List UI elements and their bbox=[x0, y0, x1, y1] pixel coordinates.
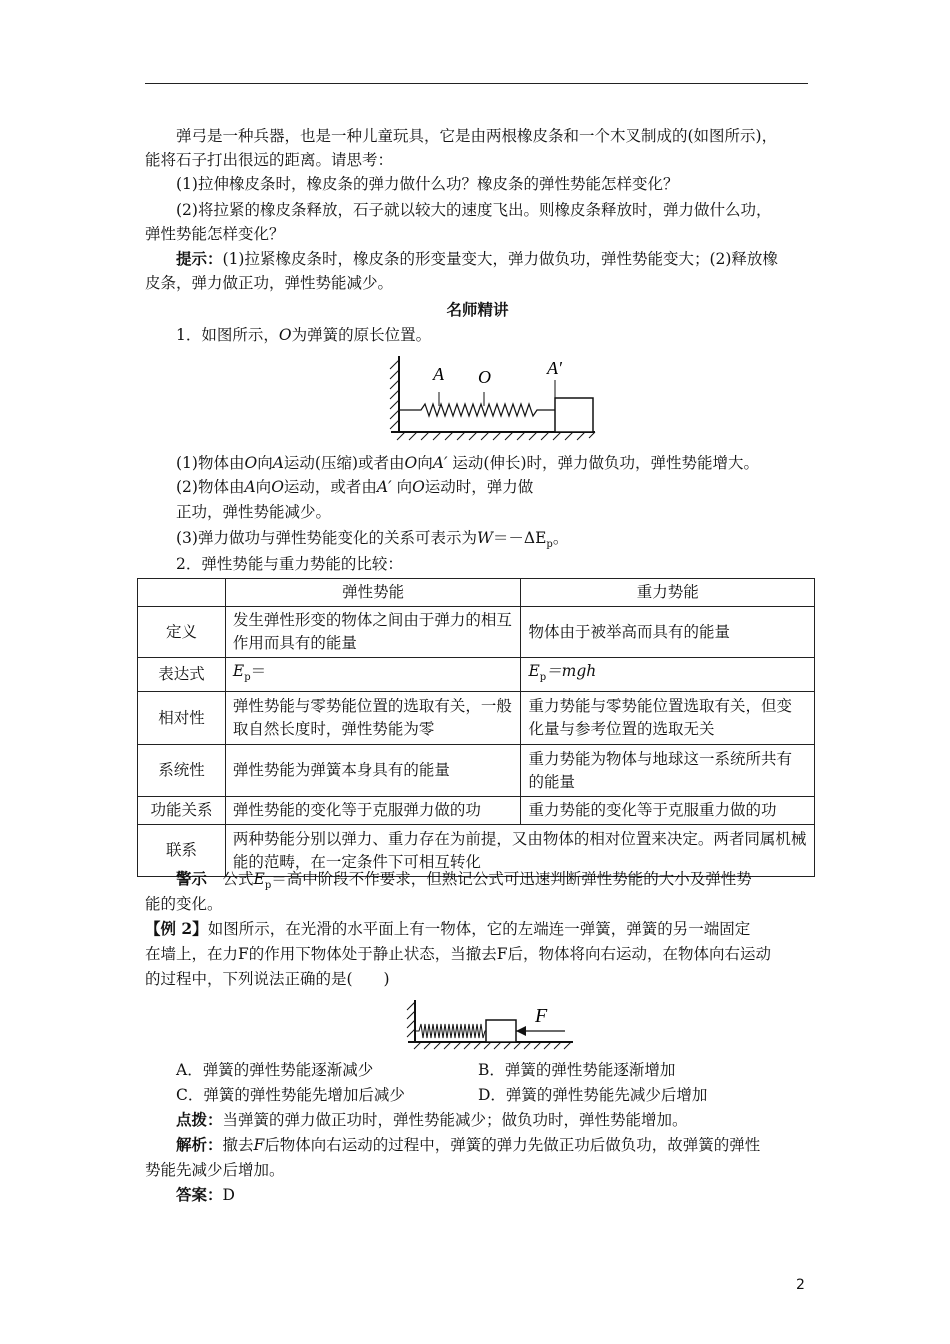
answer-label: 答案： bbox=[176, 1185, 223, 1204]
warning-label: 警示 bbox=[176, 869, 208, 888]
p1l2-var-a: A bbox=[244, 478, 256, 496]
elastic-e: E bbox=[232, 662, 245, 680]
p1l1-d: 向 bbox=[417, 454, 433, 472]
hint-label: 提示： bbox=[176, 249, 223, 268]
row-label: 相对性 bbox=[138, 692, 226, 745]
table-header-row bbox=[138, 579, 815, 607]
gravity-cell: 重力势能为物体与地球这一系统所共有的能量 bbox=[521, 745, 815, 797]
elastic-cell: 弹性势能为弹簧本身具有的能量 bbox=[225, 745, 521, 797]
gravity-e: E bbox=[528, 662, 540, 680]
p1l2-e: 运动时，弹力做 bbox=[424, 478, 534, 496]
p1l3-end: 。 bbox=[552, 529, 569, 547]
point1-line-1 bbox=[176, 451, 810, 475]
gravity-cell: 重力势能的变化等于克服重力做的功 bbox=[521, 797, 815, 825]
comparison-table bbox=[137, 578, 815, 877]
analysis-f: F bbox=[253, 1136, 265, 1154]
point1-intro-pre: 1．如图所示， bbox=[176, 326, 279, 344]
elastic-cell bbox=[225, 658, 521, 692]
intro-line-1: 弹弓是一种兵器，也是一种儿童玩具，它是由两根橡皮条和一个木叉制成的(如图所示)， bbox=[176, 127, 778, 145]
point1-line-2 bbox=[176, 475, 810, 499]
gravity-cell: 重力势能与零势能位置选取有关，但变化量与参考位置的选取无关 bbox=[521, 692, 815, 745]
p1l1-ap: A′ bbox=[432, 454, 448, 472]
example-line-2: 在墙上，在力F的作用下物体处于静止状态，当撤去F后，物体将向右运动，在物体向右运动 bbox=[145, 945, 772, 963]
hint-text-a: (1)拉紧橡皮条时，橡皮条的形变量变大，弹力做负功，弹性势能变大；(2)释放橡 bbox=[222, 250, 778, 268]
label-o: O bbox=[478, 367, 491, 387]
tip-line bbox=[176, 1108, 810, 1132]
table-header-cell: 重力势能 bbox=[521, 579, 815, 607]
analysis-text-a: 撤去 bbox=[222, 1136, 254, 1154]
example-line-3: 的过程中，下列说法正确的是( ) bbox=[145, 970, 390, 988]
row-label: 表达式 bbox=[138, 658, 226, 692]
warning-line-2: 能的变化。 bbox=[145, 895, 223, 913]
hint-line-1 bbox=[176, 247, 810, 271]
p1l2-ap: A′ bbox=[376, 478, 392, 496]
answer-line bbox=[176, 1183, 810, 1207]
p1l1-var-a: A bbox=[272, 454, 284, 472]
both-cell: 两种势能分别以弹力、重力存在为前提，又由物体的相对位置来决定。两者同属机械能的范畴，在一定条件下可相互转化 bbox=[225, 825, 814, 877]
gravity-cell: 物体由于被举高而具有的能量 bbox=[521, 607, 815, 658]
p1l1-o: O bbox=[244, 454, 258, 472]
p1l1-e: 运动(伸长)时，弹力做负功，弹性势能增大。 bbox=[447, 454, 759, 472]
analysis-line-1 bbox=[176, 1133, 810, 1157]
p1l3-post: ＝－ΔE bbox=[492, 529, 547, 547]
analysis-label: 解析： bbox=[176, 1135, 223, 1154]
p1l2-c: 运动，或者由 bbox=[283, 478, 377, 496]
analysis-line-2: 势能先减少后增加。 bbox=[145, 1161, 285, 1179]
elastic-sub: p bbox=[244, 672, 251, 684]
label-a-prime: A′ bbox=[547, 358, 562, 378]
elastic-cell: 发生弹性形变的物体之间由于弹力的相互作用而具有的能量 bbox=[225, 607, 521, 658]
intro-line-2: 能将石子打出很远的距离。请思考： bbox=[145, 151, 394, 169]
example-line-1 bbox=[145, 917, 810, 941]
elastic-rest: ＝ bbox=[250, 662, 267, 680]
section-title: 名师精讲 bbox=[446, 300, 509, 319]
table-row bbox=[138, 658, 815, 692]
p1l2-b: 向 bbox=[255, 478, 272, 496]
elastic-cell: 弹性势能与零势能位置的选取有关，一般取自然长度时，弹性势能为零 bbox=[225, 692, 521, 745]
force-label: F bbox=[535, 1005, 548, 1027]
p1l2-a: (2)物体由 bbox=[176, 478, 245, 496]
option-d: D．弹簧的弹性势能先减少后增加 bbox=[478, 1086, 708, 1104]
p1l2-o: O bbox=[271, 478, 284, 496]
answer-value: D bbox=[222, 1186, 235, 1204]
row-label: 功能关系 bbox=[138, 797, 226, 825]
row-label: 联系 bbox=[138, 825, 226, 877]
header-rule bbox=[145, 83, 808, 84]
spring-diagram-2 bbox=[403, 998, 578, 1054]
p1l3-sub: p bbox=[546, 539, 553, 551]
gravity-cell bbox=[521, 658, 815, 692]
table-header-cell bbox=[138, 579, 226, 607]
point1-intro-post: 为弹簧的原长位置。 bbox=[291, 326, 432, 344]
question-2b: 弹性势能怎样变化？ bbox=[145, 225, 285, 243]
option-b: B．弹簧的弹性势能逐渐增加 bbox=[478, 1061, 676, 1079]
option-c: C．弹簧的弹性势能先增加后减少 bbox=[176, 1086, 405, 1104]
point1-intro bbox=[176, 323, 810, 347]
gravity-sub: p bbox=[539, 672, 547, 684]
label-a: A bbox=[433, 364, 444, 384]
tip-text: 当弹簧的弹力做正功时，弹性势能减少；做负功时，弹性势能增加。 bbox=[222, 1111, 688, 1129]
option-a: A．弹簧的弹性势能逐渐减少 bbox=[176, 1061, 374, 1079]
warning-text-b: ＝高中阶段不作要求，但熟记公式可迅速判断弹性势能的大小及弹性势 bbox=[271, 870, 752, 888]
page-number: 2 bbox=[796, 1277, 805, 1293]
point2-title: 2．弹性势能与重力势能的比较： bbox=[176, 555, 403, 573]
spring-diagram-1 bbox=[385, 352, 600, 442]
p1l3-w: W bbox=[476, 529, 493, 547]
warning-sub: p bbox=[264, 880, 272, 892]
row-label: 定义 bbox=[138, 607, 226, 658]
example-text-1: 如图所示，在光滑的水平面上有一物体，它的左端连一弹簧，弹簧的另一端固定 bbox=[207, 920, 751, 938]
elastic-cell: 弹性势能的变化等于克服弹力做的功 bbox=[225, 797, 521, 825]
row-label: 系统性 bbox=[138, 745, 226, 797]
gravity-rest: ＝mgh bbox=[546, 662, 597, 680]
p1l2-o2: O bbox=[412, 478, 425, 496]
hint-line-2: 皮条，弹力做正功，弹性势能减少。 bbox=[145, 274, 394, 292]
table-row bbox=[138, 692, 815, 745]
table-header-cell: 弹性势能 bbox=[225, 579, 521, 607]
table-row bbox=[138, 607, 815, 658]
table-row bbox=[138, 797, 815, 825]
p1l3-pre: (3)弹力做功与弹性势能变化的关系可表示为 bbox=[176, 529, 477, 547]
warning-text-a: 公式 bbox=[222, 870, 254, 888]
point1-intro-var: O bbox=[278, 326, 292, 344]
p1l1-o2: O bbox=[404, 454, 418, 472]
tip-label: 点拨： bbox=[176, 1110, 223, 1129]
point1-line-2b: 正功，弹性势能减少。 bbox=[176, 503, 332, 521]
p1l2-d: 向 bbox=[391, 478, 413, 496]
example-label: 【例 2】 bbox=[145, 919, 208, 938]
p1l1-c: 运动(压缩)或者由 bbox=[283, 454, 405, 472]
question-2a: (2)将拉紧的橡皮条释放，石子就以较大的速度飞出。则橡皮条释放时，弹力做什么功， bbox=[176, 201, 772, 219]
p1l1-a: (1)物体由 bbox=[176, 454, 245, 472]
question-1: (1)拉伸橡皮条时，橡皮条的弹力做什么功？橡皮条的弹性势能怎样变化？ bbox=[176, 175, 679, 193]
warning-e: E bbox=[253, 870, 265, 888]
table-row bbox=[138, 745, 815, 797]
analysis-text-b: 后物体向右运动的过程中，弹簧的弹力先做正功后做负功，故弹簧的弹性 bbox=[264, 1136, 761, 1154]
p1l1-b: 向 bbox=[257, 454, 273, 472]
